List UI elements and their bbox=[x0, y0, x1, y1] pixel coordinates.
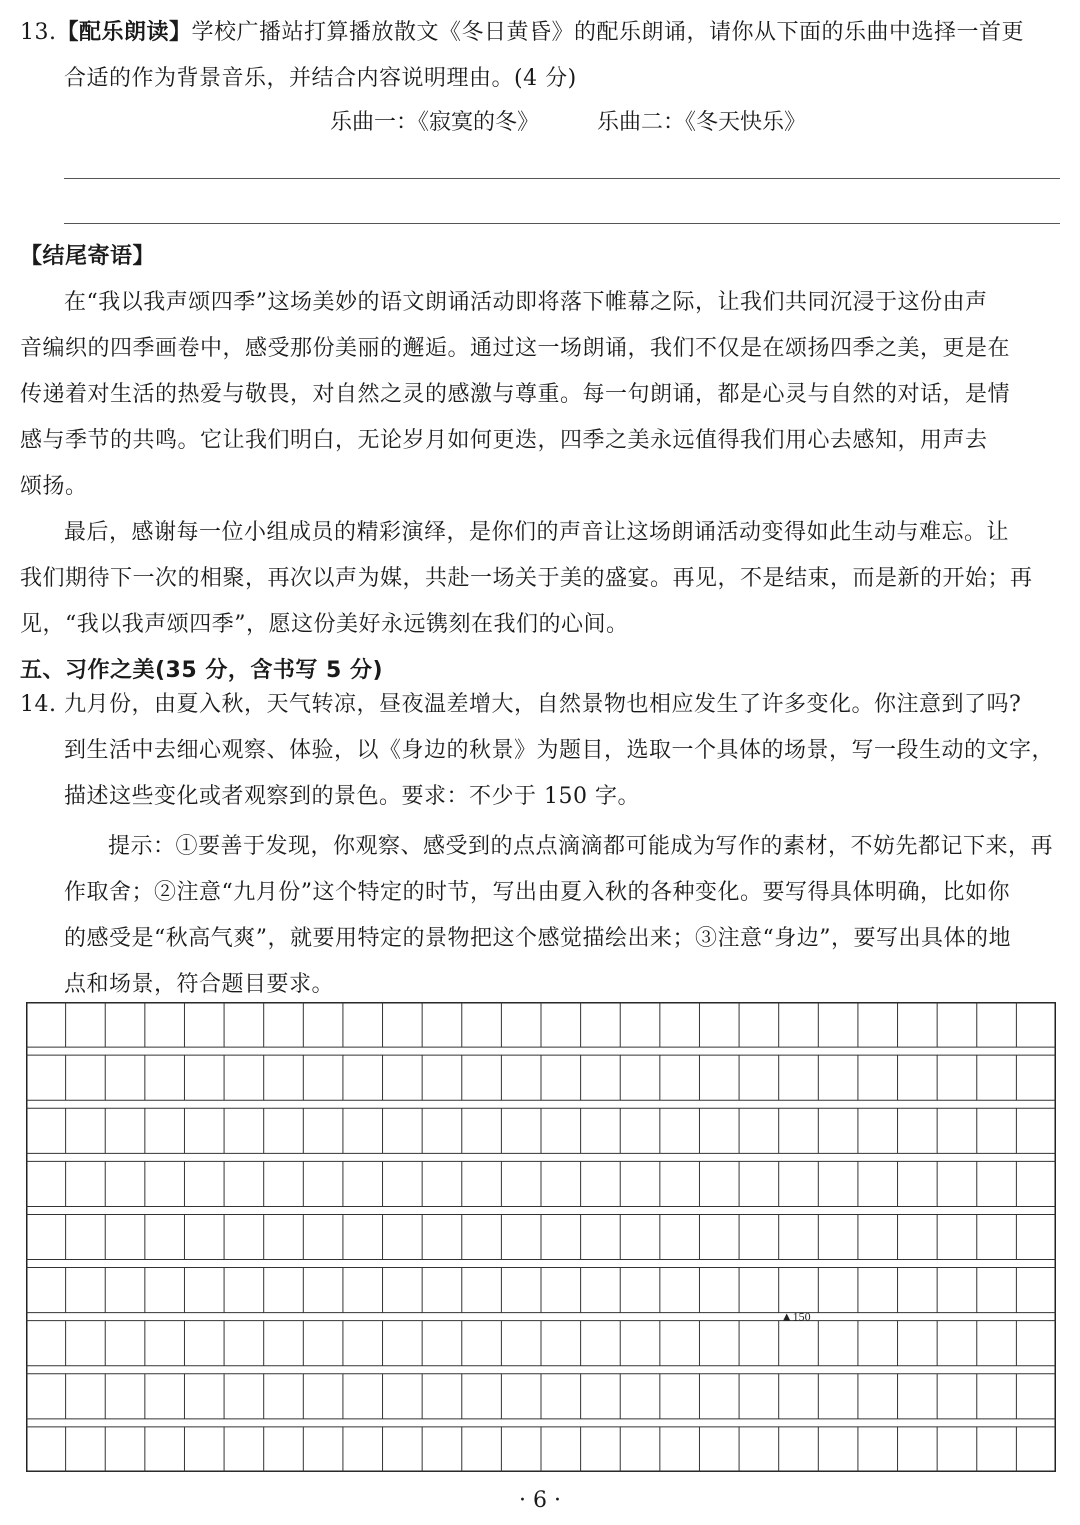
grid-row[interactable] bbox=[26, 1427, 1056, 1472]
question-14 bbox=[20, 682, 1060, 1008]
closing-p1-line: 在“我以我声颂四季”这场美妙的语文朗诵活动即将落下帷幕之际，让我们共同沉浸于这份由声 bbox=[64, 290, 988, 315]
grid-row[interactable] bbox=[26, 1268, 1056, 1313]
question-13-line-2: 合适的作为背景音乐，并结合内容说明理由。(4 分) bbox=[64, 66, 577, 91]
question-text: 学校广播站打算播放散文《冬日黄昏》的配乐朗诵，请你从下面的乐曲中选择一首更 bbox=[191, 20, 1025, 45]
grid-row[interactable] bbox=[26, 1161, 1056, 1206]
tips-line: 点和场景，符合题目要求。 bbox=[64, 972, 335, 997]
closing-section bbox=[20, 234, 1060, 694]
closing-p1-line: 颂扬。 bbox=[20, 474, 88, 499]
section-5-heading: 五、习作之美(35 分，含书写 5 分) bbox=[20, 658, 384, 683]
tips-line: 作取舍；②注意“九月份”这个特定的时节，写出由夏入秋的各种变化。要写得具体明确，比如你 bbox=[64, 880, 1010, 905]
grid-row[interactable] bbox=[26, 1002, 1056, 1047]
question-text: 九月份，由夏入秋，天气转凉，昼夜温差增大，自然景物也相应发生了许多变化。你注意到了吗? bbox=[64, 692, 1022, 717]
closing-p1-line: 传递着对生活的热爱与敬畏，对自然之灵的感激与尊重。每一句朗诵，都是心灵与自然的对话，是情 bbox=[20, 382, 1011, 407]
question-14-line-2: 到生活中去细心观察、体验，以《身边的秋景》为题目，选取一个具体的场景，写一段生动的文字， bbox=[64, 738, 1055, 763]
word-count-marker-150: ▲150 bbox=[780, 1309, 811, 1324]
question-tag: 【配乐朗读】 bbox=[56, 20, 192, 45]
closing-p2-line: 见，“我以我声颂四季”，愿这份美好永远镌刻在我们的心间。 bbox=[20, 612, 629, 637]
question-14-line-1 bbox=[20, 682, 1060, 728]
question-number: 14. bbox=[20, 692, 57, 717]
closing-p2-line: 我们期待下一次的相聚，再次以声为媒，共赴一场关于美的盛宴。再见，不是结束，而是新的开始；再 bbox=[20, 566, 1033, 591]
question-number: 13. bbox=[20, 20, 57, 45]
tips-line: 提示：①要善于发现，你观察、感受到的点点滴滴都可能成为写作的素材，不妨先都记下来，再 bbox=[108, 834, 1054, 859]
closing-heading: 【结尾寄语】 bbox=[20, 244, 156, 269]
grid-row[interactable] bbox=[26, 1321, 1056, 1366]
answer-line-1[interactable] bbox=[64, 178, 1060, 179]
grid-row[interactable] bbox=[26, 1214, 1056, 1259]
question-14-line-3: 描述这些变化或者观察到的景色。要求：不少于 150 字。 bbox=[64, 784, 640, 809]
closing-p1-line: 感与季节的共鸣。它让我们明白，无论岁月如何更迭，四季之美永远值得我们用心去感知，用声去 bbox=[20, 428, 988, 453]
question-13-line-1 bbox=[20, 10, 1060, 56]
closing-p1-line: 音编织的四季画卷中，感受那份美丽的邂逅。通过这一场朗诵，我们不仅是在颂扬四季之美，更是在 bbox=[20, 336, 1011, 361]
music-option-2: 乐曲二：《冬天快乐》 bbox=[597, 110, 807, 135]
page-number: · 6 · bbox=[519, 1488, 561, 1513]
grid-row[interactable] bbox=[26, 1108, 1056, 1153]
music-option-1: 乐曲一：《寂寞的冬》 bbox=[330, 110, 540, 135]
closing-p2-line: 最后，感谢每一位小组成员的精彩演绎，是你们的声音让这场朗诵活动变得如此生动与难忘。让 bbox=[64, 520, 1010, 545]
composition-grid[interactable] bbox=[26, 1002, 1056, 1472]
grid-row[interactable] bbox=[26, 1374, 1056, 1419]
tips-line: 的感受是“秋高气爽”，就要用特定的景物把这个感觉描绘出来；③注意“身边”，要写出具体的地 bbox=[64, 926, 1011, 951]
grid-row[interactable] bbox=[26, 1055, 1056, 1100]
music-options bbox=[330, 100, 806, 146]
question-13 bbox=[20, 10, 1060, 102]
answer-line-2[interactable] bbox=[64, 223, 1060, 224]
